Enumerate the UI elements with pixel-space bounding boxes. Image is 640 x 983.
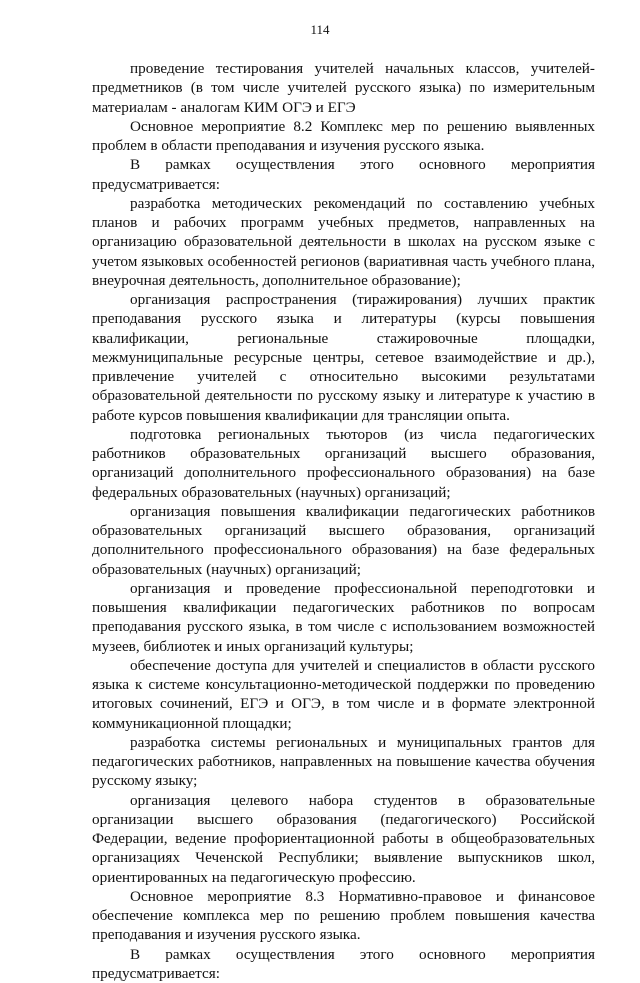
document-body [92,59,595,983]
paragraph-grants: разработка системы региональных и муниципальных грантов для педагогических работников, направленных на повышение качества обучения русскому языку; [92,733,595,791]
paragraph-targeted-admission: организация целевого набора студентов в образовательные организации высшего образования (педагогического) Российской Федерации, ведение профориентационной работы в общеобразовательных организациях Чеченской Республики; выявление выпускников школ, ориентированных на педагогическую профессию. [92,791,595,887]
paragraph-best-practices: организация распространения (тиражирования) лучших практик преподавания русского языка и литературы (курсы повышения квалификации, региональные стажировочные площадки, межмуниципальные ресурсные центры, сетевое взаимодействие и др.), привлечение учителей с относительно высокими результатами образовательной деятельности по русскому языку и литературе к участию в работе курсов повышения квалификации для трансляции опыта. [92,290,595,425]
paragraph-methodical-recommendations: разработка методических рекомендаций по составлению учебных планов и рабочих программ учебных предметов, направленных на организацию образовательной деятельности в школах на русском языке с учетом языковых особенностей регионов (вариативная часть учебного плана, внеурочная деятельность, дополнительное образование); [92,194,595,290]
page-number: 114 [0,22,640,38]
paragraph-qualification-improvement: организация повышения квалификации педагогических работников образовательных организаций высшего образования, организаций дополнительного профессионального образования) на базе федеральных образовательных (научных) организаций; [92,502,595,579]
paragraph-consulting-access: обеспечение доступа для учителей и специалистов в области русского языка к системе консультационно-методической поддержки по проведению итоговых сочинений, ЕГЭ и ОГЭ, в том числе и в формате электронной коммуникационной площадки; [92,656,595,733]
paragraph-measure-8-2: Основное мероприятие 8.2 Комплекс мер по решению выявленных проблем в области преподавания и изучения русского языка. [92,117,595,156]
paragraph-measure-8-3: Основное мероприятие 8.3 Нормативно-правовое и финансовое обеспечение комплекса мер по решению проблем повышения качества преподавания и изучения русского языка. [92,887,595,945]
paragraph-tutor-training: подготовка региональных тьюторов (из числа педагогических работников образовательных организаций высшего образования, организаций дополнительного профессионального образования) на базе федеральных образовательных (научных) организаций; [92,425,595,502]
paragraph-provisions-intro-2: В рамках осуществления этого основного мероприятия предусматривается: [92,945,595,983]
paragraph-provisions-intro: В рамках осуществления этого основного мероприятия предусматривается: [92,155,595,194]
paragraph-retraining: организация и проведение профессиональной переподготовки и повышения квалификации педагогических работников по вопросам преподавания русского языка, в том числе с использованием возможностей музеев, библиотек и иных организаций культуры; [92,579,595,656]
paragraph-testing: проведение тестирования учителей начальных классов, учителей-предметников (в том числе учителей русского языка) по измерительным материалам - аналогам КИМ ОГЭ и ЕГЭ [92,59,595,117]
